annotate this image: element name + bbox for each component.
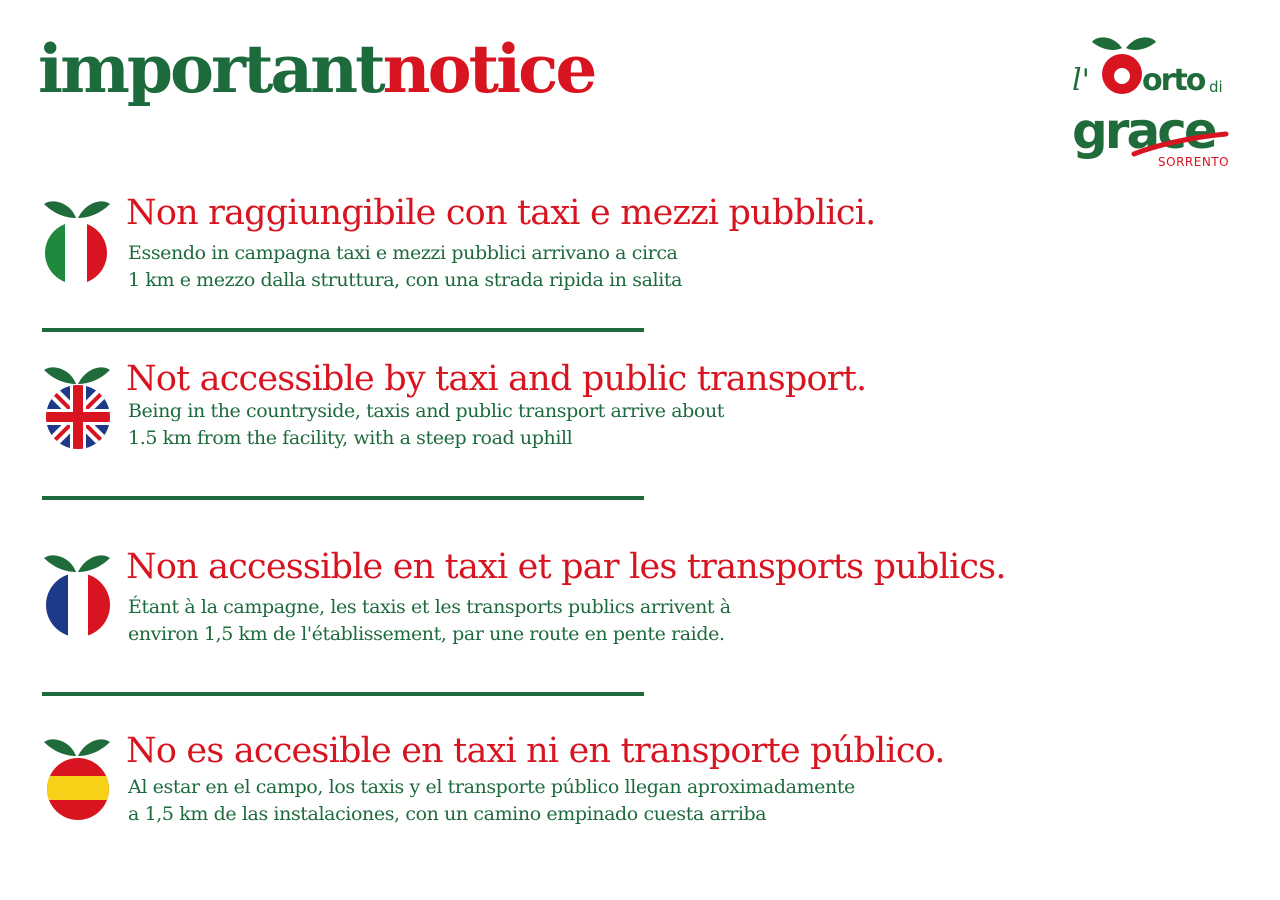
logo-grace: grace [1072, 102, 1215, 160]
title-word-notice: notice [382, 30, 595, 108]
notice-heading: Non accessible en taxi et par les transports publics. [126, 547, 1006, 587]
notice-line-1: Étant à la campagne, les taxis et les transports publics arrivent à [128, 596, 731, 618]
notice-line-2: environ 1,5 km de l'établissement, par une route en pente raide. [128, 623, 725, 645]
title-word-important: important [38, 30, 383, 108]
logo-sorrento: SORRENTO [1158, 155, 1230, 169]
notice-line-2: 1.5 km from the facility, with a steep road uphill [128, 427, 573, 449]
notice-line-1: Being in the countryside, taxis and public transport arrive about [128, 400, 725, 422]
logo-prefix: l' [1072, 63, 1090, 98]
uk-flag-icon [40, 362, 116, 452]
page-title [38, 30, 595, 108]
france-flag-icon [40, 550, 116, 640]
italy-flag-icon [40, 196, 116, 286]
notice-heading: No es accesible en taxi ni en transporte público. [126, 731, 945, 771]
section-divider [42, 328, 644, 332]
brand-logo [1064, 30, 1244, 170]
notice-line-1: Al estar en el campo, los taxis y el transporte público llegan aproximadamente [128, 776, 855, 798]
section-divider [42, 496, 644, 500]
notice-line-2: a 1,5 km de las instalaciones, con un camino empinado cuesta arriba [128, 803, 767, 825]
notice-line-1: Essendo in campagna taxi e mezzi pubblici arrivano a circa [128, 242, 678, 264]
spain-flag-icon [40, 734, 116, 824]
logo-di: di [1209, 78, 1223, 96]
logo-orto: orto [1142, 63, 1205, 98]
section-divider [42, 692, 644, 696]
notice-heading: Not accessible by taxi and public transport. [126, 359, 867, 399]
notice-heading: Non raggiungibile con taxi e mezzi pubblici. [126, 193, 876, 233]
notice-line-2: 1 km e mezzo dalla struttura, con una strada ripida in salita [128, 269, 683, 291]
